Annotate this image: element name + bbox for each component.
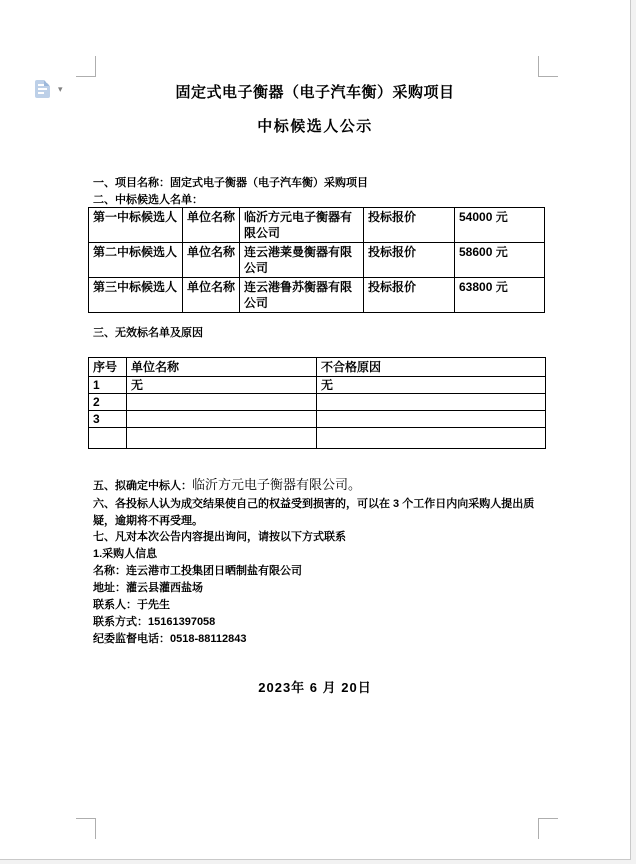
section-1-project-name: 一、项目名称：固定式电子衡器（电子汽车衡）采购项目 xyxy=(93,177,368,189)
candidate-row-3 xyxy=(89,278,545,313)
supervision-phone: 纪委监督电话：0518-88112843 xyxy=(93,633,247,645)
margin-mark-bottom-left xyxy=(76,818,96,839)
candidate-row-2 xyxy=(89,243,545,278)
bid-price: 63800 元 xyxy=(455,278,545,313)
section-5-winner xyxy=(93,478,361,493)
winner-company-name: 临沂方元电子衡器有限公司。 xyxy=(192,477,362,492)
contact-phone: 联系方式：15161397058 xyxy=(93,616,216,628)
invalid-table-header xyxy=(89,358,546,377)
row-reason xyxy=(317,394,546,411)
contact-person: 联系人：于先生 xyxy=(93,599,170,611)
margin-mark-top-right xyxy=(538,56,558,77)
invalid-row-1 xyxy=(89,377,546,394)
company-label: 单位名称 xyxy=(183,278,240,313)
candidate-rank: 第二中标候选人 xyxy=(89,243,183,278)
candidates-table xyxy=(88,207,545,313)
document-title: 固定式电子衡器（电子汽车衡）采购项目 xyxy=(175,84,455,101)
row-index: 3 xyxy=(89,411,127,428)
row-reason xyxy=(317,411,546,428)
announcement-date: 2023年 6 月 20日 xyxy=(258,680,372,695)
row-index: 1 xyxy=(89,377,127,394)
col-header-company: 单位名称 xyxy=(127,358,317,377)
candidate-rank: 第三中标候选人 xyxy=(89,278,183,313)
margin-mark-top-left xyxy=(76,56,96,77)
candidate-rank: 第一中标候选人 xyxy=(89,208,183,243)
invalid-bids-table xyxy=(88,357,546,449)
invalid-row-2 xyxy=(89,394,546,411)
company-name: 临沂方元电子衡器有限公司 xyxy=(240,208,364,243)
company-name: 连云港莱曼衡器有限公司 xyxy=(240,243,364,278)
row-index xyxy=(89,428,127,449)
buyer-address: 地址：灌云县灌西盐场 xyxy=(93,582,203,594)
price-label: 投标报价 xyxy=(364,243,455,278)
chevron-down-icon: ▾ xyxy=(58,84,63,94)
section-3-heading: 三、无效标名单及原因 xyxy=(93,327,203,339)
invalid-row-4 xyxy=(89,428,546,449)
invalid-row-3 xyxy=(89,411,546,428)
row-index: 2 xyxy=(89,394,127,411)
company-name: 连云港鲁苏衡器有限公司 xyxy=(240,278,364,313)
margin-mark-bottom-right xyxy=(538,818,558,839)
col-header-reason: 不合格原因 xyxy=(317,358,546,377)
document-subtitle: 中标候选人公示 xyxy=(257,118,373,135)
section-5-label: 五、拟确定中标人： xyxy=(93,480,192,492)
row-company: 无 xyxy=(127,377,317,394)
company-label: 单位名称 xyxy=(183,208,240,243)
candidate-row-1 xyxy=(89,208,545,243)
price-label: 投标报价 xyxy=(364,278,455,313)
row-reason xyxy=(317,428,546,449)
buyer-name: 名称：连云港市工投集团日晒制盐有限公司 xyxy=(93,565,302,577)
section-2-heading: 二、中标候选人名单： xyxy=(93,194,203,206)
row-company xyxy=(127,411,317,428)
col-header-index: 序号 xyxy=(89,358,127,377)
row-company xyxy=(127,428,317,449)
price-label: 投标报价 xyxy=(364,208,455,243)
row-company xyxy=(127,394,317,411)
buyer-info-heading: 1.采购人信息 xyxy=(93,548,158,560)
section-7-inquiry: 七、凡对本次公告内容提出询问，请按以下方式联系 xyxy=(93,531,346,543)
row-reason: 无 xyxy=(317,377,546,394)
company-label: 单位名称 xyxy=(183,243,240,278)
section-6-objection-notice: 六、各投标人认为成交结果使自己的权益受到损害的，可以在 3 个工作日内向采购人提出质疑，逾期将不再受理。 xyxy=(93,498,535,527)
bid-price: 58600 元 xyxy=(455,243,545,278)
bid-price: 54000 元 xyxy=(455,208,545,243)
